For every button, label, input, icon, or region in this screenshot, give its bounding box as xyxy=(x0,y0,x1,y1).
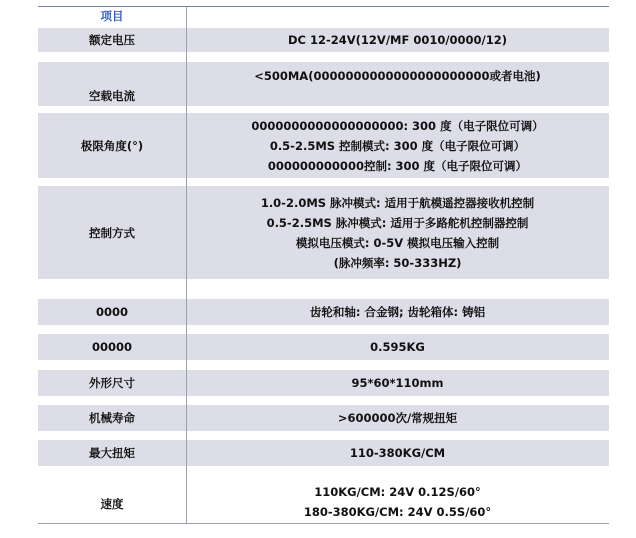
row-label: 极限角度(°) xyxy=(80,138,144,153)
row-label: 最大扭矩 xyxy=(89,446,135,460)
row-value xyxy=(186,28,609,52)
table-row-rated-voltage xyxy=(38,28,609,52)
header-row xyxy=(38,6,609,26)
row-value xyxy=(186,476,609,522)
table-row-dimensions xyxy=(38,370,609,396)
table-row-limit-angle xyxy=(38,113,609,178)
value-line: 模拟电压模式: 0-5V 模拟电压输入控制 xyxy=(295,235,500,250)
value-line: DC 12-24V(12V/MF 0010/0000/12) xyxy=(287,33,507,47)
value-line: 95*60*110mm xyxy=(351,376,444,390)
row-label: 00000 xyxy=(91,340,132,354)
row-label: 外形尺寸 xyxy=(89,376,135,390)
table-row-max-torque xyxy=(38,440,609,466)
value-line: 0.5-2.5MS 脉冲模式: 适用于多路舵机控制器控制 xyxy=(266,215,529,230)
row-label: 空载电流 xyxy=(89,89,135,103)
row-value xyxy=(186,62,609,106)
row-label: 控制方式 xyxy=(89,225,135,240)
spec-table xyxy=(38,6,609,524)
row-label: 速度 xyxy=(100,497,124,511)
value-line: 110KG/CM: 24V 0.12S/60° xyxy=(314,485,481,499)
value-line: 180-380KG/CM: 24V 0.5S/60° xyxy=(303,505,492,519)
value-line: 0000000000000000000: 300 度（电子限位可调） xyxy=(251,118,544,133)
table-row-control-method xyxy=(38,186,609,279)
row-value xyxy=(186,299,609,325)
row-label: 机械寿命 xyxy=(89,411,135,425)
value-line: <500MA(0000000000000000000000或者电池) xyxy=(254,69,541,83)
value-line: 000000000000控制: 300 度（电子限位可调） xyxy=(267,158,528,173)
table-bottom-rule xyxy=(38,523,609,524)
row-value xyxy=(186,405,609,431)
table-row-no-load-current xyxy=(38,62,609,106)
value-line: 0.595KG xyxy=(370,340,425,354)
value-line: 110-380KG/CM xyxy=(349,446,446,460)
row-value xyxy=(186,370,609,396)
value-line: 1.0-2.0MS 脉冲模式: 适用于航模遥控器接收机控制 xyxy=(260,195,535,210)
row-value xyxy=(186,186,609,279)
table-row-speed xyxy=(38,476,609,522)
value-line: >600000次/常规扭矩 xyxy=(337,411,458,425)
table-row-material xyxy=(38,299,609,325)
row-value xyxy=(186,334,609,360)
value-line: (脉冲频率: 50-333HZ) xyxy=(333,255,462,270)
value-line: 齿轮和轴: 合金钢; 齿轮箱体: 铸铝 xyxy=(309,305,486,319)
value-line: 0.5-2.5MS 控制模式: 300 度（电子限位可调） xyxy=(269,138,526,153)
row-value xyxy=(186,113,609,178)
row-label: 额定电压 xyxy=(89,33,135,47)
table-row-weight xyxy=(38,334,609,360)
row-value xyxy=(186,440,609,466)
row-label: 0000 xyxy=(95,305,128,319)
table-row-mechanical-life xyxy=(38,405,609,431)
header-item-label: 项目 xyxy=(100,9,124,23)
column-divider xyxy=(186,6,187,524)
table-top-rule xyxy=(38,6,609,7)
